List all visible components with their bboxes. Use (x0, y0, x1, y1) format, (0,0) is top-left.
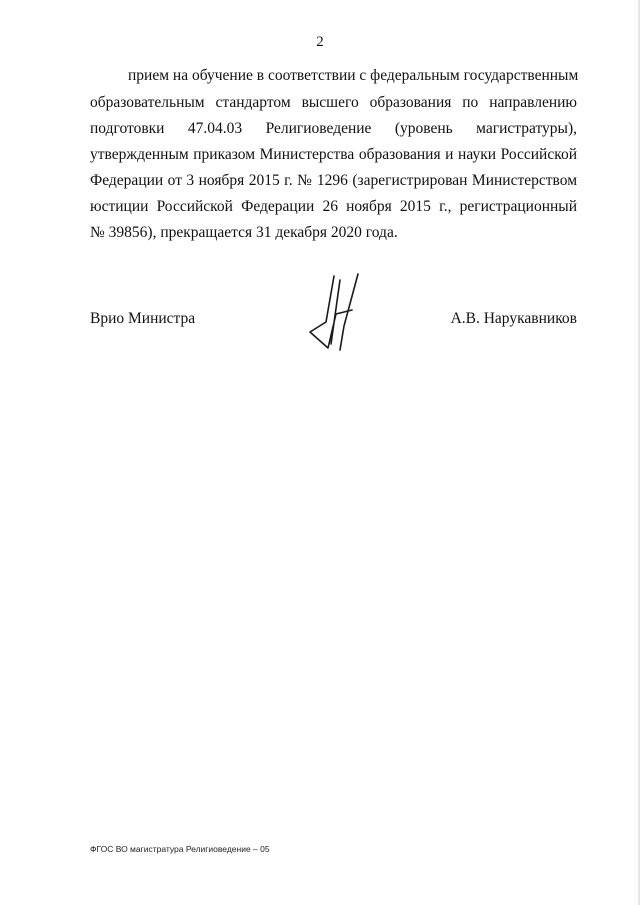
body-line: № 39856), прекращается 31 декабря 2020 года. (90, 224, 398, 241)
body-line: прием на обучение в соответствии с федеральным государственным (128, 67, 579, 84)
body-line: юстиции Российской Федерации 26 ноября 2015 г., регистрационный (90, 198, 577, 215)
body-line: подготовки 47.04.03 Религиоведение (уровень магистратуры), (90, 120, 577, 137)
document-footer: ФГОС ВО магистратура Религиоведение – 05 (90, 844, 270, 854)
body-line: утвержденным приказом Министерства образования и науки Российской (90, 146, 577, 163)
body-line: Федерации от 3 ноября 2015 г. № 1296 (зарегистрирован Министерством (90, 172, 577, 189)
signatory-name: А.В. Нарукавников (450, 310, 577, 327)
signatory-position: Врио Министра (90, 310, 196, 327)
body-line: образовательным стандартом высшего образования по направлению (90, 94, 577, 111)
page-number: 2 (316, 34, 324, 50)
handwritten-signature (300, 270, 370, 354)
